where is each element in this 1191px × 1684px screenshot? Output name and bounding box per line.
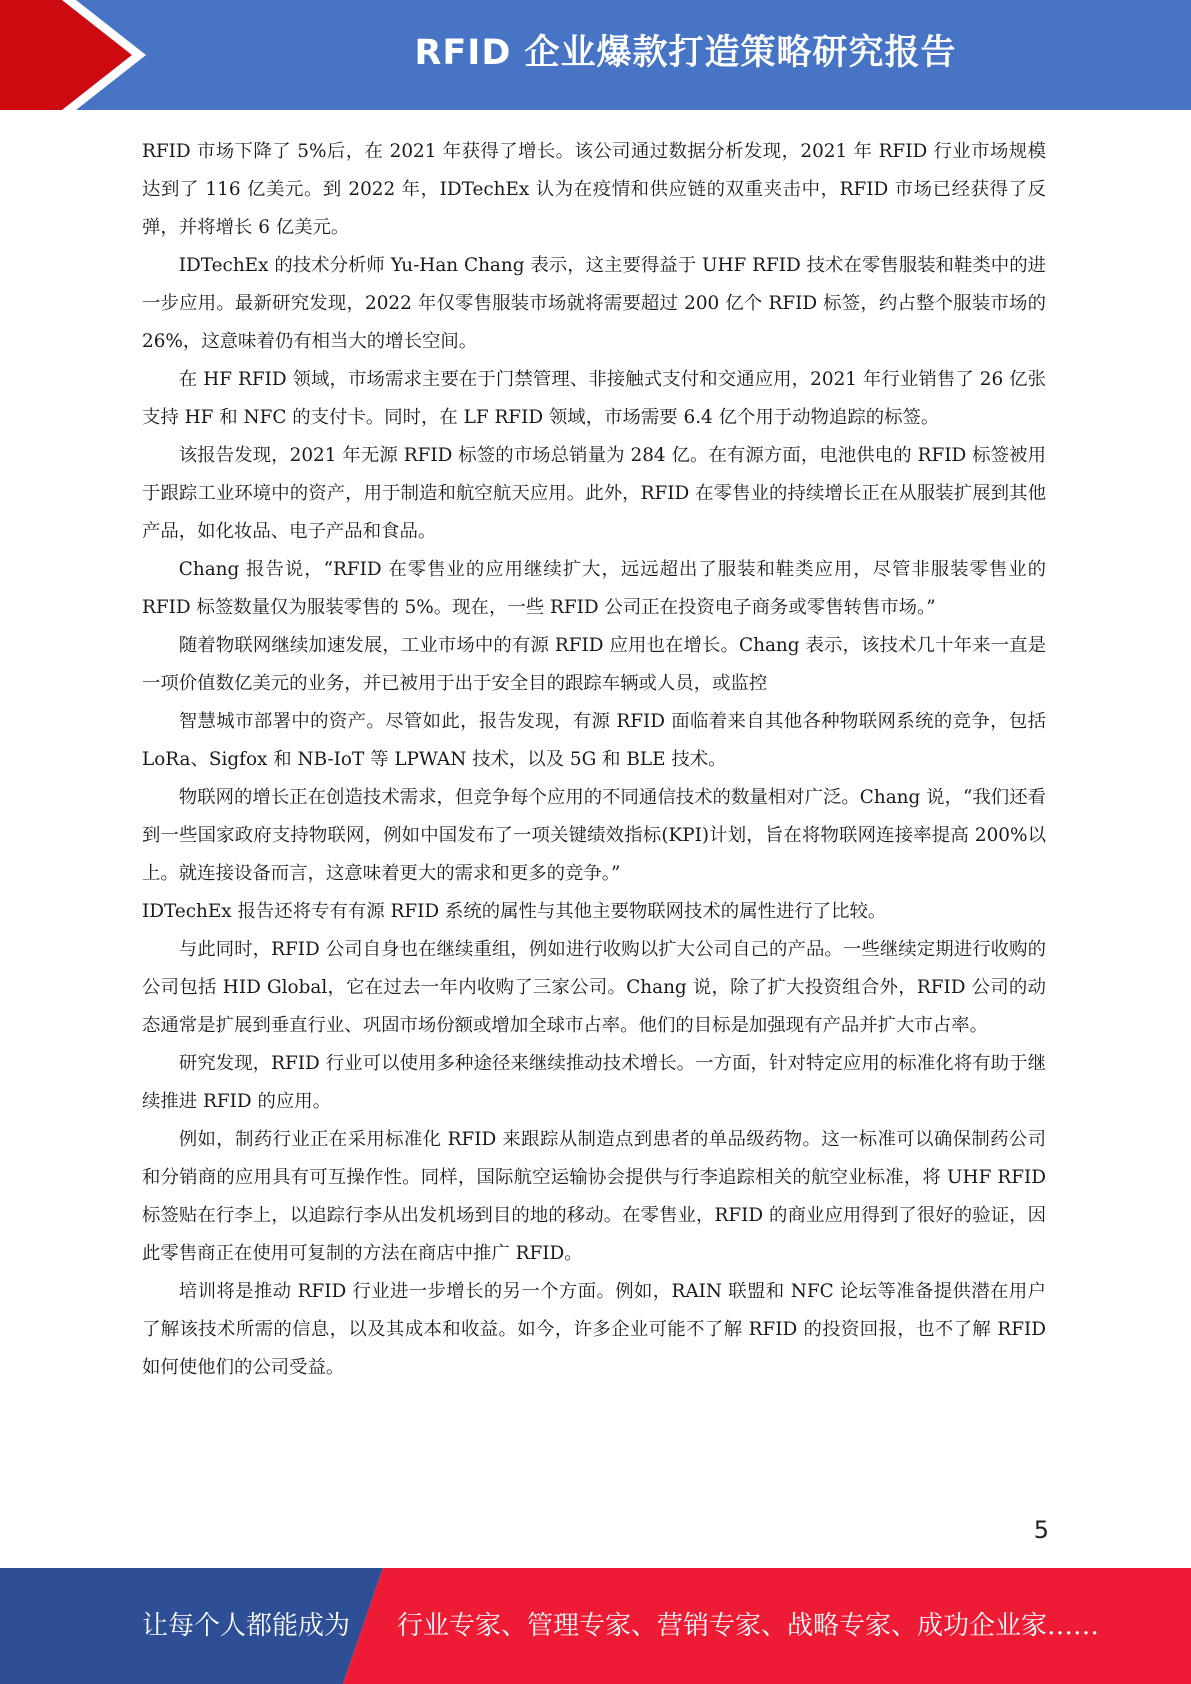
article-body [142, 133, 1046, 1387]
header-chevron-decoration [0, 0, 160, 110]
page-footer [0, 1568, 1191, 1684]
paragraph: 该报告发现，2021 年无源 RFID 标签的市场总销量为 284 亿。在有源方面，电池供电的 RFID 标签被用于跟踪工业环境中的资产，用于制造和航空航天应用。此外，RFID 在零售业的持续增长正在从服装扩展到其他产品，如化妆品、电子产品和食品。 [142, 445, 1046, 542]
paragraph: 与此同时，RFID 公司自身也在继续重组，例如进行收购以扩大公司自己的产品。一些继续定期进行收购的公司包括 HID Global，它在过去一年内收购了三家公司。Chang 说，除了扩大投资组合外，RFID 公司的动态通常是扩展到垂直行业、巩固市场份额或增加全球市占率。他们的目标是加强现有产品并扩大市占率。 [142, 939, 1046, 1036]
page-number: 5 [1033, 1516, 1049, 1544]
page-header [0, 0, 1191, 110]
paragraph: 研究发现，RFID 行业可以使用多种途径来继续推动技术增长。一方面，针对特定应用的标准化将有助于继续推进 RFID 的应用。 [142, 1053, 1046, 1112]
paragraph: RFID 市场下降了 5%后，在 2021 年获得了增长。该公司通过数据分析发现，2021 年 RFID 行业市场规模达到了 116 亿美元。到 2022 年，IDTechEx 认为在疫情和供应链的双重夹击中，RFID 市场已经获得了反弹，并将增长 6 亿美元。 [142, 141, 1046, 238]
paragraph: 智慧城市部署中的资产。尽管如此，报告发现，有源 RFID 面临着来自其他各种物联网系统的竞争，包括 LoRa、Sigfox 和 NB-IoT 等 LPWAN 技术，以及 5G 和 BLE 技术。 [142, 711, 1046, 770]
paragraph: 随着物联网继续加速发展，工业市场中的有源 RFID 应用也在增长。Chang 表示，该技术几十年来一直是一项价值数亿美元的业务，并已被用于出于安全目的跟踪车辆或人员，或监控 [142, 635, 1046, 694]
footer-slogan-right: 行业专家、管理专家、营销专家、战略专家、成功企业家…… [397, 1611, 1100, 1641]
paragraph: IDTechEx 的技术分析师 Yu-Han Chang 表示，这主要得益于 UHF RFID 技术在零售服装和鞋类中的进一步应用。最新研究发现，2022 年仅零售服装市场就将需要超过 200 亿个 RFID 标签，约占整个服装市场的 26%，这意味着仍有相当大的增长空间。 [142, 255, 1046, 352]
paragraph: IDTechEx 报告还将专有有源 RFID 系统的属性与其他主要物联网技术的属性进行了比较。 [142, 901, 887, 922]
report-title: RFID 企业爆款打造策略研究报告 [414, 33, 957, 73]
paragraph: 培训将是推动 RFID 行业进一步增长的另一个方面。例如，RAIN 联盟和 NFC 论坛等准备提供潜在用户了解该技术所需的信息，以及其成本和收益。如今，许多企业可能不了解 RFID 的投资回报，也不了解 RFID 如何使他们的公司受益。 [142, 1281, 1046, 1378]
paragraph: Chang 报告说，“RFID 在零售业的应用继续扩大，远远超出了服装和鞋类应用，尽管非服装零售业的 RFID 标签数量仅为服装零售的 5%。现在，一些 RFID 公司正在投资电子商务或零售转售市场。” [142, 559, 1046, 618]
paragraph: 在 HF RFID 领域，市场需求主要在于门禁管理、非接触式支付和交通应用，2021 年行业销售了 26 亿张支持 HF 和 NFC 的支付卡。同时，在 LF RFID 领域，市场需要 6.4 亿个用于动物追踪的标签。 [142, 369, 1046, 428]
paragraph: 例如，制药行业正在采用标准化 RFID 来跟踪从制造点到患者的单品级药物。这一标准可以确保制药公司和分销商的应用具有可互操作性。同样，国际航空运输协会提供与行李追踪相关的航空业标准，将 UHF RFID 标签贴在行李上，以追踪行李从出发机场到目的地的移动。在零售业，RFID 的商业应用得到了很好的验证，因此零售商正在使用可复制的方法在商店中推广 RFID。 [142, 1129, 1046, 1264]
footer-slogan-left: 让每个人都能成为 [142, 1611, 351, 1641]
paragraph: 物联网的增长正在创造技术需求，但竞争每个应用的不同通信技术的数量相对广泛。Chang 说，“我们还看到一些国家政府支持物联网，例如中国发布了一项关键绩效指标(KPI)计划，旨在将物联网连接率提高 200%以上。就连接设备而言，这意味着更大的需求和更多的竞争。” [142, 787, 1046, 884]
